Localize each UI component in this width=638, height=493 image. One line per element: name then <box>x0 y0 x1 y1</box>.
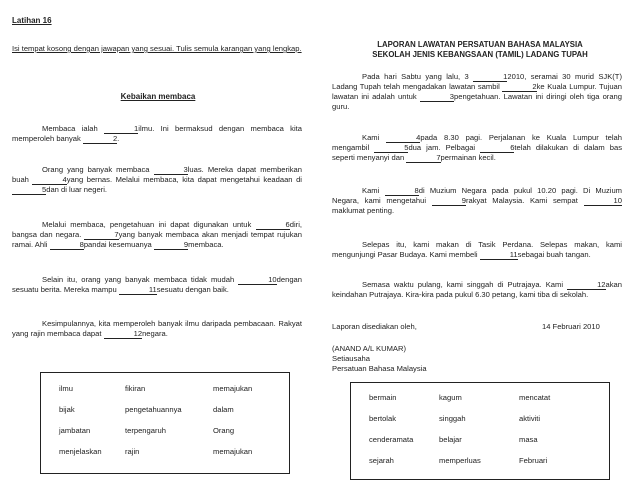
blank-7[interactable]: 7 <box>406 154 440 163</box>
word-option: memajukan <box>213 384 253 394</box>
word-option: jambatan <box>59 426 91 436</box>
blank-6[interactable]: 6 <box>256 221 290 230</box>
instruction-text: Isi tempat kosong dengan jawapan yang sesuai. Tulis semula karangan yang lengkap. <box>12 44 302 53</box>
word-option: bijak <box>59 405 75 415</box>
report-paragraph-3: Kami 8di Muzium Negara pada pukul 10.20 pagi. Di Muzium Negara, kami mengetahui 9rakyat Malaysia. Kami sempat 10maklumat penting. <box>332 186 622 216</box>
blank-5[interactable]: 5 <box>374 144 408 153</box>
blank-12[interactable]: 12 <box>104 330 142 339</box>
word-option: mencatat <box>519 393 551 403</box>
blank-7[interactable]: 7 <box>84 231 118 240</box>
word-option: Februari <box>519 456 548 466</box>
blank-4[interactable]: 4 <box>32 176 66 185</box>
word-option: singgah <box>439 414 466 424</box>
blank-1[interactable]: 1 <box>473 73 507 82</box>
blank-3[interactable]: 3 <box>154 166 188 175</box>
word-bank-box <box>40 372 290 474</box>
blank-11[interactable]: 11 <box>480 251 518 260</box>
word-option: bertolak <box>369 414 397 424</box>
blank-10[interactable]: 10 <box>238 276 276 285</box>
word-option: terpengaruh <box>125 426 166 436</box>
prepared-by-label: Laporan disediakan oleh, <box>332 322 417 331</box>
report-paragraph-4: Selepas itu, kami makan di Tasik Perdana. Selepas makan, kami mengunjungi Pasar Budaya. Kami membeli 11sebagai buah tangan. <box>332 240 622 260</box>
report-paragraph-1: Pada hari Sabtu yang lalu, 3 12010, seramai 30 murid SJK(T) Ladang Tupah telah mengadakan lawatan sambil 2ke Kuala Lumpur. Tujuan lawatan ini adalah untuk 3pengetahuan. Lawatan ini diringi oleh tiga orang guru. <box>332 72 622 112</box>
word-option: belajar <box>439 435 462 445</box>
paragraph-1: Membaca ialah 1ilmu. Ini bermaksud dengan membaca kita memperoleh banyak 2. <box>12 124 302 144</box>
signer-name: (ANAND A/L KUMAR) <box>332 344 406 353</box>
word-option: fikiran <box>125 384 146 394</box>
blank-6[interactable]: 6 <box>480 144 514 153</box>
blank-5[interactable]: 5 <box>12 186 46 195</box>
word-option: Orang <box>213 426 235 436</box>
paragraph-2: Orang yang banyak membaca 3luas. Mereka dapat memberikan buah 4yang bernas. Melalui membaca, kita dapat mengetahui keadaan di 5dan di luar negeri. <box>12 165 302 195</box>
blank-12[interactable]: 12 <box>567 281 605 290</box>
report-paragraph-2: Kami 4pada 8.30 pagi. Perjalanan ke Kuala Lumpur telah mengambil 5dua jam. Pelbagai 6telah dilakukan di dalam bas seperti menyanyi dan 7permainan kecil. <box>332 133 622 163</box>
signature-block <box>332 344 427 374</box>
blank-1[interactable]: 1 <box>104 125 138 134</box>
exercise-title: Latihan 16 <box>12 16 52 25</box>
word-option: memajukan <box>213 447 253 457</box>
word-option: memperluas <box>439 456 481 466</box>
blank-9[interactable]: 9 <box>154 241 188 250</box>
paragraph-5: Kesimpulannya, kita memperoleh banyak ilmu daripada pembacaan. Rakyat yang rajin membaca dapat 12negara. <box>12 319 302 339</box>
essay-title: Kebaikan membaca <box>120 92 196 101</box>
word-bank-table <box>59 379 252 463</box>
word-bank-box <box>350 382 610 480</box>
paragraph-4: Selain itu, orang yang banyak membaca tidak mudah 10dengan sesuatu berita. Mereka mampu 11sesuatu dengan baik. <box>12 275 302 295</box>
blank-9[interactable]: 9 <box>432 197 466 206</box>
signer-organization: Persatuan Bahasa Malaysia <box>332 363 427 373</box>
report-heading <box>322 40 638 60</box>
report-title: LAPORAN LAWATAN PERSATUAN BAHASA MALAYSIA <box>377 40 583 49</box>
word-option: kagum <box>439 393 462 403</box>
report-date: 14 Februari 2010 <box>542 322 600 331</box>
blank-8[interactable]: 8 <box>50 241 84 250</box>
word-option: masa <box>519 435 538 445</box>
blank-2[interactable]: 2 <box>83 135 117 144</box>
left-worksheet <box>0 0 316 493</box>
blank-10[interactable]: 10 <box>584 197 622 206</box>
signer-role: Setiausaha <box>332 353 370 363</box>
word-option: pengetahuannya <box>125 405 182 415</box>
word-option: dalam <box>213 405 234 415</box>
report-paragraph-5: Semasa waktu pulang, kami singgah di Putrajaya. Kami 12akan keindahan Putrajaya. Kira-kira pada pukul 6.30 petang, kami tiba di sekolah. <box>332 280 622 300</box>
blank-8[interactable]: 8 <box>385 187 419 196</box>
word-option: menjelaskan <box>59 447 102 457</box>
paragraph-3: Melalui membaca, pengetahuan ini dapat digunakan untuk 6diri, bangsa dan negara. 7yang banyak membaca akan menjadi tempat rujukan ramai. Ahli 8pandai kesemuanya 9membaca. <box>12 220 302 250</box>
word-bank-table <box>369 388 550 472</box>
blank-4[interactable]: 4 <box>386 134 420 143</box>
word-option: bermain <box>369 393 397 403</box>
blank-2[interactable]: 2 <box>502 83 536 92</box>
word-option: rajin <box>125 447 140 457</box>
word-option: aktiviti <box>519 414 541 424</box>
report-subtitle: SEKOLAH JENIS KEBANGSAAN (TAMIL) LADANG TUPAH <box>372 50 588 60</box>
word-option: ilmu <box>59 384 73 394</box>
right-report <box>322 0 638 493</box>
word-option: sejarah <box>369 456 394 466</box>
blank-3[interactable]: 3 <box>420 93 454 102</box>
word-option: cenderamata <box>369 435 414 445</box>
blank-11[interactable]: 11 <box>119 286 157 295</box>
